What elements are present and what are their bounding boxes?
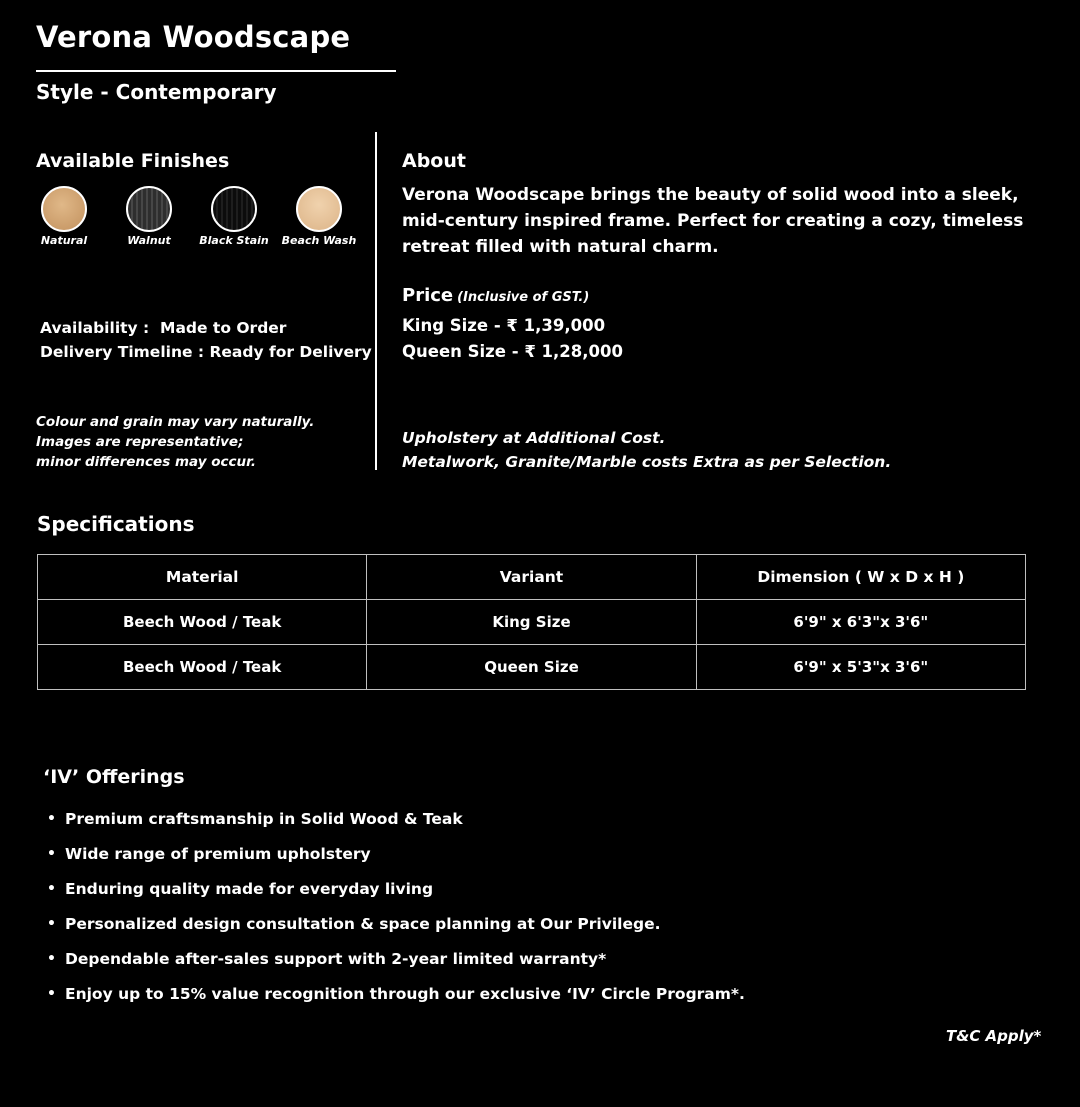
dimension-cell: 6'9" x 6'3"x 3'6" (696, 600, 1025, 645)
finish-option-black-stain[interactable] (191, 186, 277, 247)
bullet-icon: • (47, 846, 56, 862)
specifications-table (37, 554, 1026, 690)
price-label: Price (402, 285, 454, 306)
disclaimer-line: Images are representative; (36, 434, 244, 450)
offerings-heading: ‘IV’ Offerings (43, 766, 185, 788)
offering-text: Personalized design consultation & space planning at Our Privilege. (65, 915, 661, 933)
finish-disclaimer (36, 412, 314, 472)
finish-label: Beach Wash (281, 234, 357, 247)
finish-option-natural[interactable] (21, 186, 107, 247)
list-item (47, 806, 745, 841)
availability-line: Availability : Made to Order (40, 319, 287, 337)
dimension-cell: 6'9" x 5'3"x 3'6" (696, 645, 1025, 690)
disclaimer-line: minor differences may occur. (36, 454, 256, 470)
list-item (47, 876, 745, 911)
natural-swatch (41, 186, 87, 232)
specifications-heading: Specifications (37, 512, 195, 536)
offering-text: Premium craftsmanship in Solid Wood & Teak (65, 810, 463, 828)
beach-wash-swatch (296, 186, 342, 232)
additional-costs (402, 426, 891, 474)
about-heading: About (402, 150, 466, 172)
delivery-line: Delivery Timeline : Ready for Delivery (40, 343, 372, 361)
availability-block (40, 316, 372, 364)
offering-text: Dependable after-sales support with 2-year limited warranty* (65, 950, 607, 968)
table-row (38, 600, 1026, 645)
offerings-list (47, 806, 745, 1016)
upholstery-note: Upholstery at Additional Cost. (402, 429, 666, 447)
disclaimer-line: Colour and grain may vary naturally. (36, 414, 315, 430)
list-item (47, 981, 745, 1016)
about-text: Verona Woodscape brings the beauty of solid wood into a sleek, mid-century inspired frame. Perfect for creating a cozy, timeless retreat filled with natural charm. (402, 185, 1024, 257)
bullet-icon: • (47, 986, 56, 1002)
style-subtitle: Style - Contemporary (36, 80, 277, 104)
variant-cell: Queen Size (367, 645, 696, 690)
finish-label: Natural (40, 234, 88, 247)
column-header-dimension: Dimension ( W x D x H ) (696, 555, 1025, 600)
walnut-swatch (126, 186, 172, 232)
column-header-variant: Variant (367, 555, 696, 600)
offering-text: Enduring quality made for everyday living (65, 880, 434, 898)
material-cell: Beech Wood / Teak (38, 600, 367, 645)
king-size-price: King Size - ₹ 1,39,000 (402, 316, 606, 335)
bullet-icon: • (47, 951, 56, 967)
queen-size-price: Queen Size - ₹ 1,28,000 (402, 342, 623, 361)
metalwork-note: Metalwork, Granite/Marble costs Extra as per Selection. (402, 453, 892, 471)
list-item (47, 841, 745, 876)
bullet-icon: • (47, 881, 56, 897)
title-underline (36, 70, 396, 72)
vertical-divider (375, 132, 377, 470)
variant-cell: King Size (367, 600, 696, 645)
offering-text: Enjoy up to 15% value recognition through our exclusive ‘IV’ Circle Program*. (65, 985, 745, 1003)
column-header-material: Material (38, 555, 367, 600)
list-item (47, 946, 745, 981)
price-gst-note: (Inclusive of GST.) (457, 290, 590, 305)
bullet-icon: • (47, 811, 56, 827)
price-heading (402, 285, 589, 306)
material-cell: Beech Wood / Teak (38, 645, 367, 690)
table-header-row (38, 555, 1026, 600)
page-title: Verona Woodscape (36, 20, 351, 54)
bullet-icon: • (47, 916, 56, 932)
list-item (47, 911, 745, 946)
offering-text: Wide range of premium upholstery (65, 845, 371, 863)
finish-option-beach-wash[interactable] (276, 186, 362, 247)
finish-label: Walnut (127, 234, 171, 247)
finish-option-walnut[interactable] (106, 186, 192, 247)
terms-note: T&C Apply* (946, 1027, 1042, 1045)
table-row (38, 645, 1026, 690)
finishes-heading: Available Finishes (36, 150, 230, 172)
finish-label: Black Stain (199, 234, 269, 247)
black-stain-swatch (211, 186, 257, 232)
